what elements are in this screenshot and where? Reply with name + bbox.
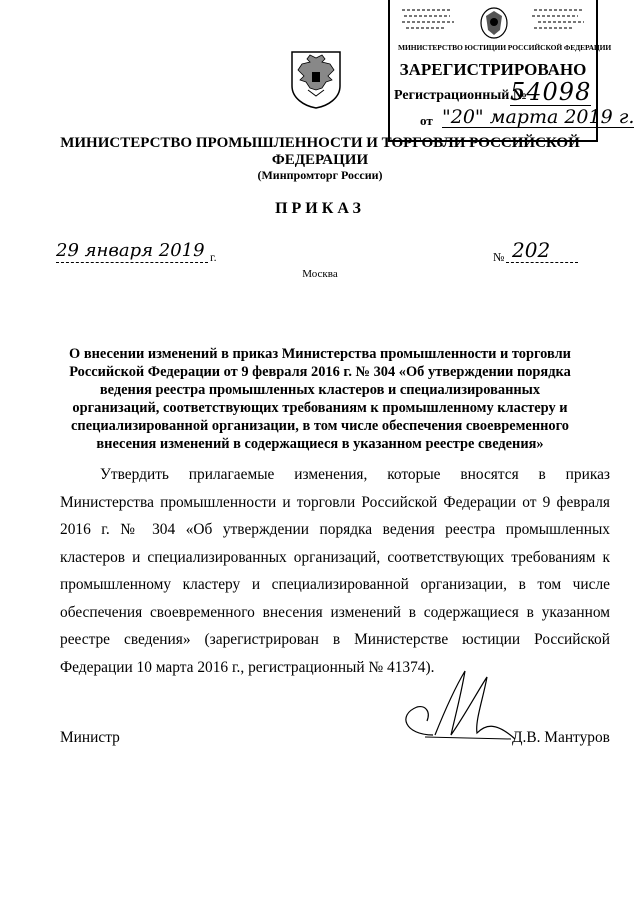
document-type: ПРИКАЗ <box>275 200 365 217</box>
ministry-name: МИНИСТЕРСТВО ПРОМЫШЛЕННОСТИ И ТОРГОВЛИ РОССИЙСКОЙ ФЕДЕРАЦИИ <box>60 135 580 168</box>
number-underline <box>506 262 578 263</box>
stamp-organization: МИНИСТЕРСТВО ЮСТИЦИИ РОССИЙСКОЙ ФЕДЕРАЦИИ <box>398 43 612 52</box>
handwritten-signature <box>395 665 520 745</box>
signer-title: Министр <box>60 729 120 746</box>
registration-stamp <box>388 0 635 142</box>
order-number-label: № <box>493 250 505 264</box>
stamp-reg-date: "20" марта 2019 г. <box>442 106 635 128</box>
coat-of-arms-icon <box>286 46 346 110</box>
order-body: Утвердить прилагаемые изменения, которые вносятся в приказ Министерства промышленности и торговли Российской Федерации от 9 февраля 2016 г. № 304 «Об утверждении порядка ведения реестра промышленных кластеров и специализированных организаций, соответствующих требованиям к промышленному кластеру и специализированной организации, в том числе обеспечения своевременного внесения изменений в содержащиеся в указанном реестре сведения» (зарегистрирован в Министерстве юстиции Российской Федерации 10 марта 2016 г., регистрационный № 41374). <box>60 466 610 676</box>
stamp-reg-number: 54098 <box>510 78 592 106</box>
stamp-from-label: от <box>420 113 433 128</box>
handwritten-date: 29 января 2019 <box>56 240 205 261</box>
stamp-reg-label: Регистрационный № <box>394 88 527 103</box>
stamp-emblem-icon <box>476 4 512 40</box>
stamp-border-pattern-left <box>400 4 460 34</box>
city: Москва <box>302 268 338 280</box>
signer-name: Д.В. Мантуров <box>512 729 610 746</box>
ministry-short-name: (Минпромторг России) <box>257 168 383 182</box>
date-underline <box>56 262 208 263</box>
stamp-status: ЗАРЕГИСТРИРОВАНО <box>399 60 587 79</box>
stamp-border-pattern-right <box>530 4 590 34</box>
order-number: 202 <box>512 238 551 262</box>
order-subject: О внесении изменений в приказ Министерства промышленности и торговли Российской Федерации от 9 февраля 2016 г. № 304 «Об утверждении порядка ведения реестра промышленных кластеров и специализированных организаций, соответствующих требованиям к промышленному кластеру и специализированной организации, в том числе обеспечения своевременного внесения изменений в содержащиеся в указанном реестре сведения» <box>69 346 571 453</box>
year-suffix: г. <box>210 250 217 264</box>
